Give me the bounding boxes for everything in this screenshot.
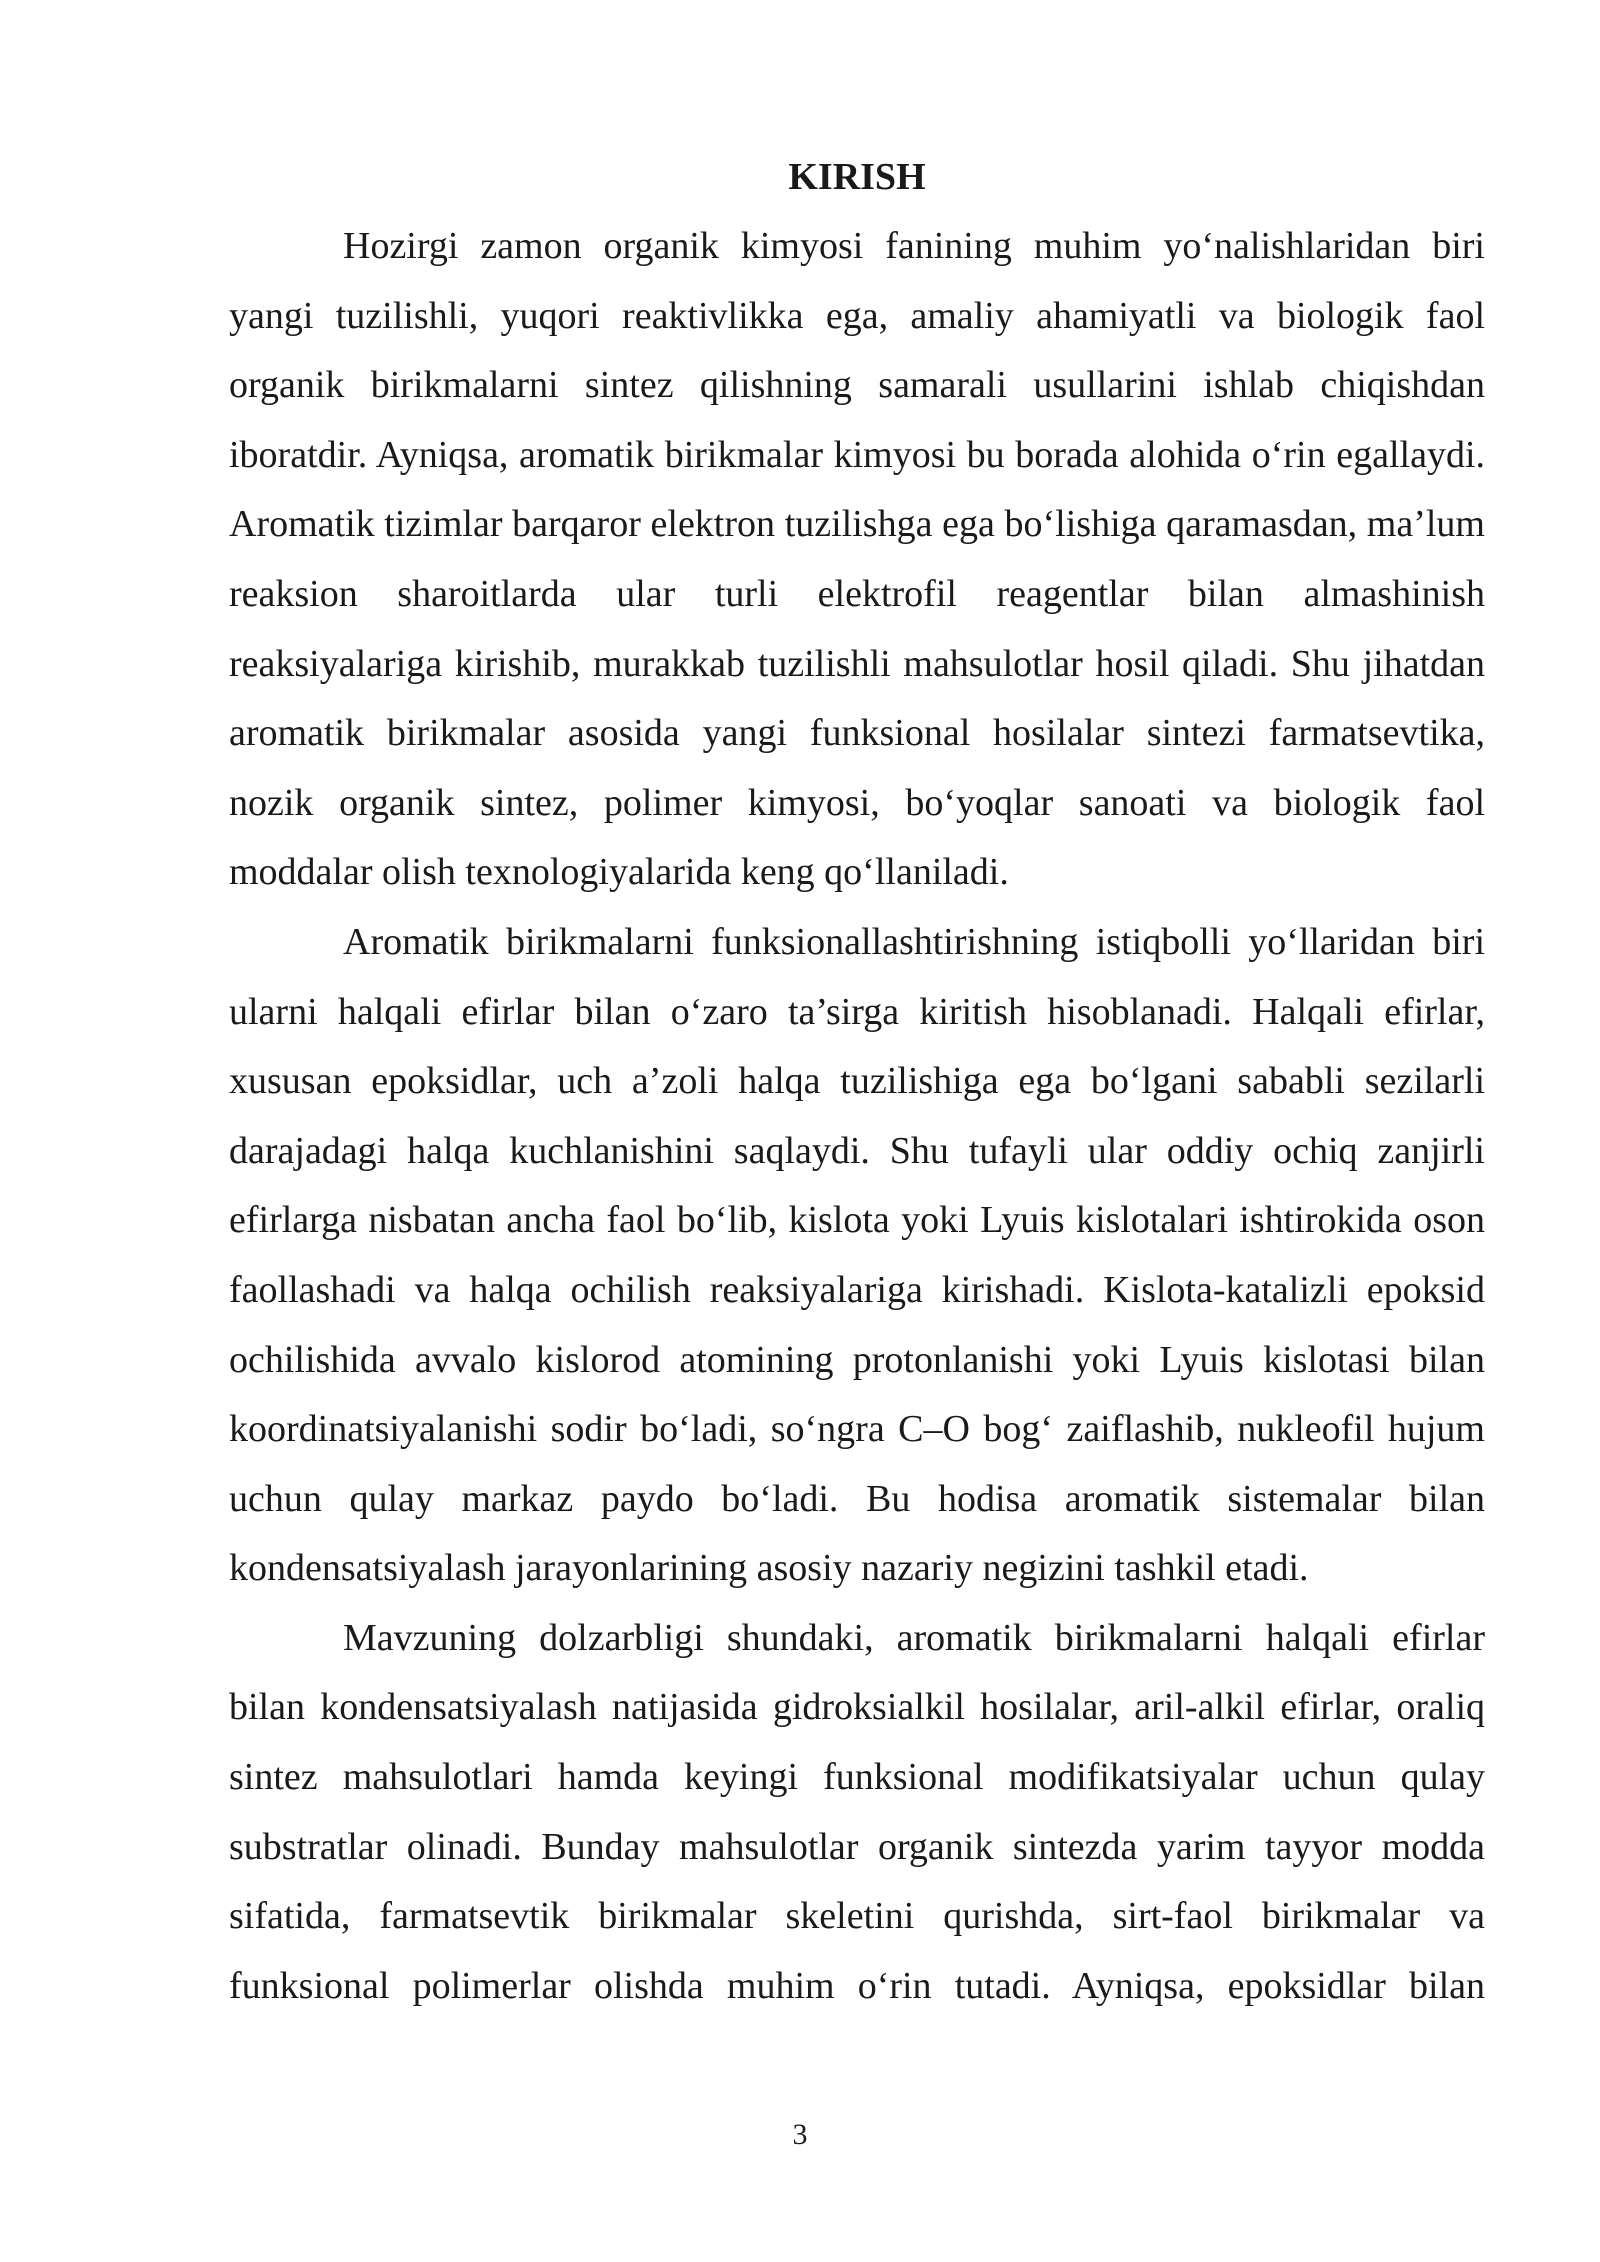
page-content [229, 148, 1485, 2021]
paragraph-relevance: Mavzuning dolzarbligi shundaki, aromatik birikmalarni halqali efirlar bilan kondensatsiyalash natijasida gidroksialkil hosilalar, aril-alkil efirlar, oraliq sintez mahsulotlari hamda keyingi funksional modifikatsiyalar uchun qulay substratlar olinadi. Bunday mahsulotlar organik sintezda yarim tayyor modda sifatida, farmatsevtik birikmalar skeletini qurishda, sirt-faol birikmalar va funksional polimerlar olishda muhim o‘rin tutadi. Ayniqsa, epoksidlar bilan [229, 1616, 1485, 2007]
paragraph-intro: Hozirgi zamon organik kimyosi fanining muhim yo‘nalishlaridan biri yangi tuzilishli, yuqori reaktivlikka ega, amaliy ahamiyatli va biologik faol organik birikmalarni sintez qilishning samarali usullarini ishlab chiqishdan iboratdir. Ayniqsa, aromatik birikmalar kimyosi bu borada alohida o‘rin egallaydi. Aromatik tizimlar barqaror elektron tuzilishga ega bo‘lishiga qaramasdan, ma’lum reaksion sharoitlarda ular turli elektrofil reagentlar bilan almashinish reaksiyalariga kirishib, murakkab tuzilishli mahsulotlar hosil qiladi. Shu jihatdan aromatik birikmalar asosida yangi funksional hosilalar sintezi farmatsevtika, nozik organik sintez, polimer kimyosi, bo‘yoqlar sanoati va biologik faol moddalar olish texnologiyalarida keng qo‘llaniladi. [229, 225, 1485, 894]
section-title: KIRISH [788, 156, 926, 198]
paragraph-functionalization: Aromatik birikmalarni funksionallashtirishning istiqbolli yo‘llaridan biri ularni halqali efirlar bilan o‘zaro ta’sirga kiritish hisoblanadi. Halqali efirlar, xususan epoksidlar, uch a’zoli halqa tuzilishiga ega bo‘lgani sababli sezilarli darajadagi halqa kuchlanishini saqlaydi. Shu tufayli ular oddiy ochiq zanjirli efirlarga nisbatan ancha faol bo‘lib, kislota yoki Lyuis kislotalari ishtirokida oson faollashadi va halqa ochilish reaksiyalariga kirishadi. Kislota-katalizli epoksid ochilishida avvalo kislorod atomining protonlanishi yoki Lyuis kislotasi bilan koordinatsiyalanishi sodir bo‘ladi, so‘ngra C–O bog‘ zaiflashib, nukleofil hujum uchun qulay markaz paydo bo‘ladi. Bu hodisa aromatik sistemalar bilan kondensatsiyalash jarayonlarining asosiy nazariy negizini tashkil etadi. [229, 920, 1485, 1590]
page-number: 3 [792, 2118, 808, 2151]
